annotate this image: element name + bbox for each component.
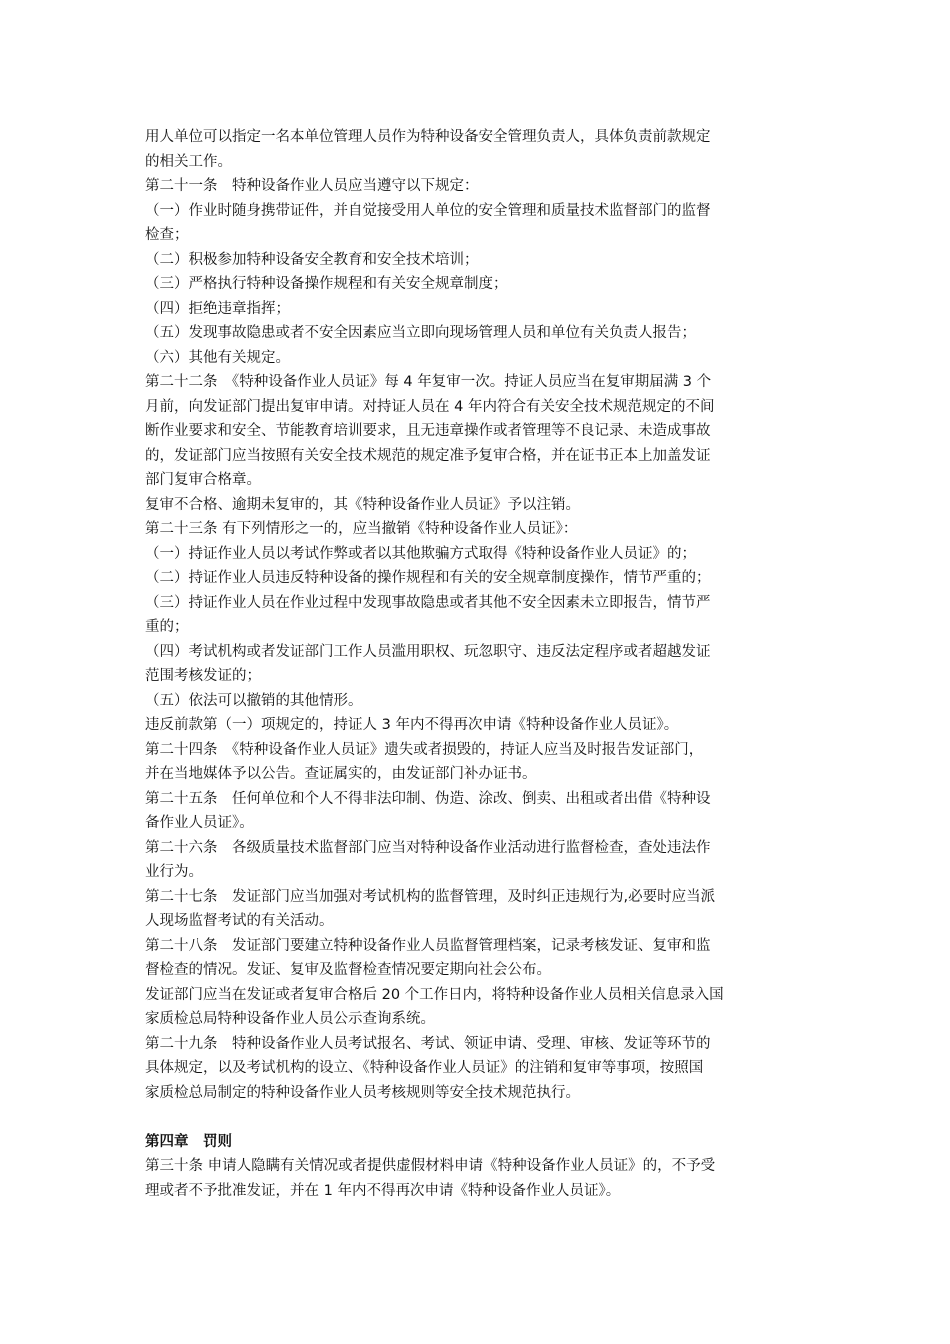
text-line: 理或者不予批准发证，并在 1 年内不得再次申请《特种设备作业人员证》。 <box>145 1182 621 1199</box>
document-page <box>145 125 813 1203</box>
text-line: （五）依法可以撤销的其他情形。 <box>145 692 363 709</box>
text-line: 的相关工作。 <box>145 153 232 170</box>
article-30-heading: 第三十条 申请人隐瞒有关情况或者提供虚假材料申请《特种设备作业人员证》的，不予受 <box>145 1158 716 1174</box>
chapter-heading: 第四章 罚则 <box>145 1133 232 1150</box>
text-line: 备作业人员证》。 <box>145 815 254 831</box>
article-28-heading: 第二十八条 发证部门要建立特种设备作业人员监督管理档案，记录考核发证、复审和监 <box>145 937 711 954</box>
text-line: 违反前款第（一）项规定的，持证人 3 年内不得再次申请《特种设备作业人员证》。 <box>145 717 679 733</box>
text-line: （三）严格执行特种设备操作规程和有关安全规章制度； <box>145 276 508 292</box>
article-26-heading: 第二十六条 各级质量技术监督部门应当对特种设备作业活动进行监督检查，查处违法作 <box>145 839 711 856</box>
text-line: （六）其他有关规定。 <box>145 349 290 366</box>
article-24-heading: 第二十四条 《特种设备作业人员证》遗失或者损毁的，持证人应当及时报告发证部门， <box>145 741 704 758</box>
article-29-heading: 第二十九条 特种设备作业人员考试报名、考试、领证申请、受理、审核、发证等环节的 <box>145 1035 711 1052</box>
article-23-heading: 第二十三条 有下列情形之一的，应当撤销《特种设备作业人员证》： <box>145 521 578 537</box>
text-line: 业行为。 <box>145 864 203 880</box>
article-22-heading: 第二十二条 《特种设备作业人员证》每 4 年复审一次。持证人员应当在复审期届满 3 个 <box>145 374 712 390</box>
text-line: 断作业要求和安全、节能教育培训要求，且无违章操作或者管理等不良记录、未造成事故 <box>145 423 711 439</box>
text-line: （二）积极参加特种设备安全教育和安全技术培训； <box>145 251 479 268</box>
text-line: （四）考试机构或者发证部门工作人员滥用职权、玩忽职守、违反法定程序或者超越发证 <box>145 643 711 660</box>
text-line: 检查； <box>145 227 189 243</box>
text-line: 具体规定，以及考试机构的设立、《特种设备作业人员证》的注销和复审等事项，按照国 <box>145 1060 704 1076</box>
text-line: （四）拒绝违章指挥； <box>145 300 290 317</box>
text-line: 的，发证部门应当按照有关安全技术规范的规定准予复审合格，并在证书正本上加盖发证 <box>145 447 711 464</box>
text-line: 督检查的情况。发证、复审及监督检查情况要定期向社会公布。 <box>145 962 551 978</box>
text-line: 用人单位可以指定一名本单位管理人员作为特种设备安全管理负责人，具体负责前款规定 <box>145 129 711 145</box>
text-line: （五）发现事故隐患或者不安全因素应当立即向现场管理人员和单位有关负责人报告； <box>145 325 696 341</box>
blank-line <box>145 1105 813 1130</box>
text-line: （三）持证作业人员在作业过程中发现事故隐患或者其他不安全因素未立即报告，情节严 <box>145 594 711 611</box>
text-line: 月前，向发证部门提出复审申请。对持证人员在 4 年内符合有关安全技术规范规定的不间 <box>145 398 715 415</box>
text-line: （一）持证作业人员以考试作弊或者以其他欺骗方式取得《特种设备作业人员证》的； <box>145 545 696 562</box>
text-line: 人现场监督考试的有关活动。 <box>145 913 334 929</box>
text-line: 重的； <box>145 619 189 635</box>
text-line: 家质检总局特种设备作业人员公示查询系统。 <box>145 1011 435 1027</box>
text-line: 范围考核发证的； <box>145 668 261 684</box>
article-21-heading: 第二十一条 特种设备作业人员应当遵守以下规定： <box>145 178 479 194</box>
text-line: 发证部门应当在发证或者复审合格后 20 个工作日内，将特种设备作业人员相关信息录入国 <box>145 986 724 1003</box>
text-line: （二）持证作业人员违反特种设备的操作规程和有关的安全规章制度操作，情节严重的； <box>145 570 711 586</box>
article-25-heading: 第二十五条 任何单位和个人不得非法印制、伪造、涂改、倒卖、出租或者出借《特种设 <box>145 790 711 807</box>
article-27-heading: 第二十七条 发证部门应当加强对考试机构的监督管理，及时纠正违规行为,必要时应当派 <box>145 888 716 905</box>
text-line: 复审不合格、逾期未复审的，其《特种设备作业人员证》予以注销。 <box>145 496 580 513</box>
text-line: 并在当地媒体予以公告。查证属实的，由发证部门补办证书。 <box>145 766 537 782</box>
text-line: 家质检总局制定的特种设备作业人员考核规则等安全技术规范执行。 <box>145 1084 580 1101</box>
text-line: 部门复审合格章。 <box>145 472 261 488</box>
text-line: （一）作业时随身携带证件，并自觉接受用人单位的安全管理和质量技术监督部门的监督 <box>145 202 711 219</box>
